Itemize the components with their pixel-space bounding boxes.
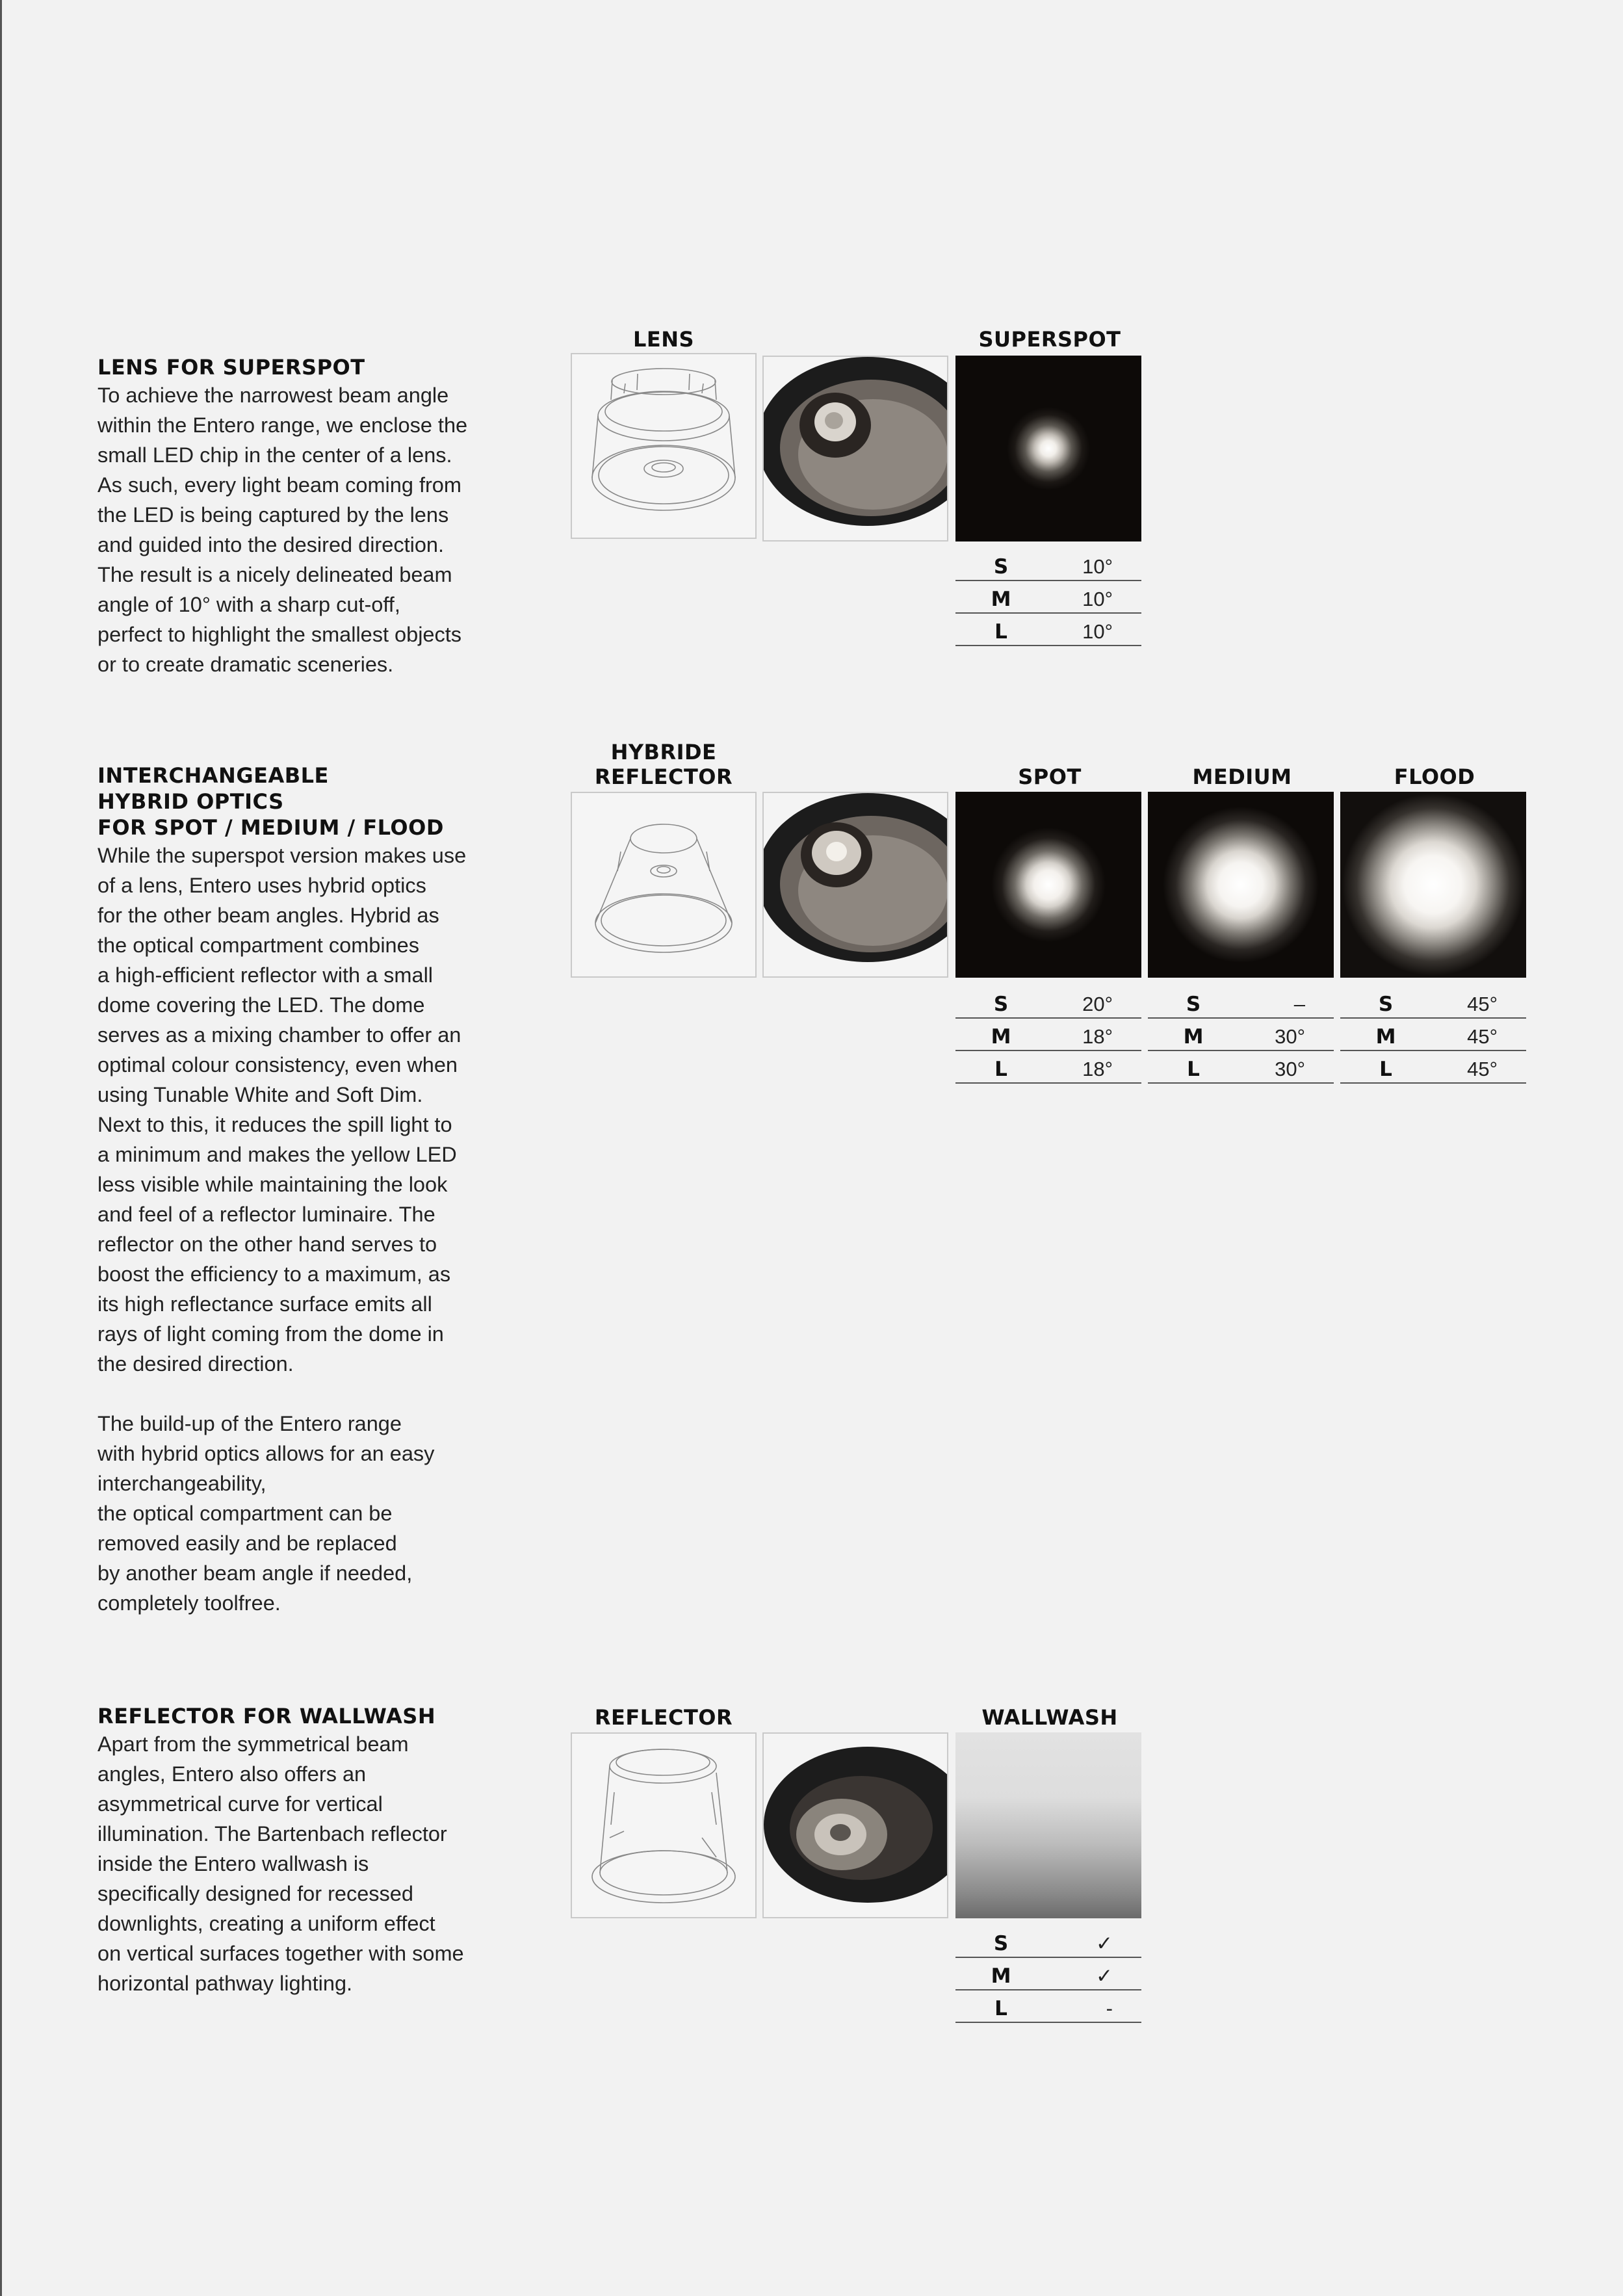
spec-size: S xyxy=(1148,986,1239,1018)
wallwash-beam-image xyxy=(955,1732,1141,1918)
spec-size: M xyxy=(1148,1018,1239,1050)
superspot-beam-image xyxy=(955,356,1141,541)
section-body: The build-up of the Entero range with hybrid optics allows for an easy interchangeability, the optical compartment can be removed easily and be replaced by another beam angle if needed, completely toolfree. xyxy=(97,1412,435,1615)
superspot-spec-table xyxy=(955,549,1141,646)
spec-size: L xyxy=(955,1050,1046,1083)
label-line: REFLECTOR xyxy=(594,764,733,789)
spec-row xyxy=(955,613,1141,646)
spec-value: 10° xyxy=(1046,581,1141,613)
spec-row xyxy=(1340,986,1526,1018)
section-heading: LENS FOR SUPERSPOT xyxy=(97,355,365,380)
section-body: To achieve the narrowest beam angle within the Entero range, we enclose the small LED chip in the center of a lens. As such, every light beam coming from the LED is being captured by the lens and guided into the desired direction. The result is a nicely delineated beam angle of 10° with a sharp cut-off, perfect to highlight the smallest objects or to create dramatic sceneries. xyxy=(97,384,468,676)
section-heading: INTERCHANGEABLE HYBRID OPTICS FOR SPOT / MEDIUM / FLOOD xyxy=(97,763,444,840)
spec-value: 10° xyxy=(1046,549,1141,581)
spec-value: - xyxy=(1046,1990,1141,2022)
spec-row xyxy=(1340,1018,1526,1050)
wallwash-reflector-drawing-icon xyxy=(571,1732,757,1918)
lens-column-label: LENS xyxy=(632,327,695,352)
superspot-column-label: SUPERSPOT xyxy=(978,327,1121,352)
flood-spec-table xyxy=(1340,986,1526,1084)
spec-size: L xyxy=(1340,1050,1431,1083)
section-body: While the superspot version makes use of a lens, Entero uses hybrid optics for the other beam angles. Hybrid as the optical compartment combines a high-efficient reflector with a small dome covering the LED. The dome serves as a mixing chamber to offer an optimal colour consistency, even when using Tunable White and Soft Dim. Next to this, it reduces the spill light to a minimum and makes the yellow LED less visible while maintaining the look and feel of a reflector luminaire. The reflector on the other hand serves to boost the efficiency to a maximum, as its high reflectance surface emits all rays of light coming from the dome in the desired direction. xyxy=(97,844,467,1376)
spec-value: 45° xyxy=(1431,1018,1526,1050)
spec-size: S xyxy=(955,549,1046,581)
spot-beam-image xyxy=(955,792,1141,978)
wallwash-section-text xyxy=(97,1703,487,1998)
section-heading: REFLECTOR FOR WALLWASH xyxy=(97,1704,436,1729)
spec-size: M xyxy=(955,1957,1046,1990)
medium-column-label: MEDIUM xyxy=(1192,764,1292,789)
flood-beam-image xyxy=(1340,792,1526,978)
spec-value: – xyxy=(1239,986,1334,1018)
medium-beam-image xyxy=(1148,792,1334,978)
spec-value: 30° xyxy=(1239,1018,1334,1050)
downlight-photo-icon xyxy=(762,356,948,541)
spec-row xyxy=(955,1050,1141,1083)
spec-row xyxy=(1148,1050,1334,1083)
spec-size: S xyxy=(1340,986,1431,1018)
spec-size: S xyxy=(955,1925,1046,1957)
spec-size: M xyxy=(955,581,1046,613)
spec-value: 10° xyxy=(1046,613,1141,646)
wallwash-column-label: WALLWASH xyxy=(981,1705,1118,1730)
spec-row xyxy=(1148,1018,1334,1050)
spot-column-label: SPOT xyxy=(1018,764,1082,789)
spec-value: 18° xyxy=(1046,1018,1141,1050)
page-edge-line xyxy=(0,0,2,2296)
hybrid-section-text xyxy=(97,763,487,1618)
lens-section-text xyxy=(97,354,487,679)
wallwash-spec-table xyxy=(955,1925,1141,2023)
spec-row xyxy=(955,1957,1141,1990)
spec-row xyxy=(955,1990,1141,2022)
spec-row xyxy=(955,986,1141,1018)
spec-value: ✓ xyxy=(1046,1925,1141,1957)
spec-row xyxy=(955,1925,1141,1957)
label-line: HYBRIDE xyxy=(610,740,717,764)
section-body: Apart from the symmetrical beam angles, Entero also offers an asymmetrical curve for vertical illumination. The Bartenbach reflector inside the Entero wallwash is specifically designed for recessed downlights, creating a uniform effect on vertical surfaces together with some horizontal pathway lighting. xyxy=(97,1732,464,1995)
hybrid-reflector-column-label xyxy=(569,740,758,789)
hybrid-reflector-drawing-icon xyxy=(571,792,757,978)
spec-value: 45° xyxy=(1431,1050,1526,1083)
spec-value: 30° xyxy=(1239,1050,1334,1083)
medium-spec-table xyxy=(1148,986,1334,1084)
spec-value: ✓ xyxy=(1046,1957,1141,1990)
spec-row xyxy=(1148,986,1334,1018)
spec-value: 45° xyxy=(1431,986,1526,1018)
spec-value: 20° xyxy=(1046,986,1141,1018)
spec-size: L xyxy=(955,1990,1046,2022)
spec-size: L xyxy=(1148,1050,1239,1083)
spec-size: L xyxy=(955,613,1046,646)
spec-row xyxy=(955,581,1141,613)
spec-row xyxy=(955,1018,1141,1050)
spec-row xyxy=(955,549,1141,581)
reflector-column-label: REFLECTOR xyxy=(594,1705,733,1730)
flood-column-label: FLOOD xyxy=(1394,764,1475,789)
downlight-photo-icon xyxy=(762,792,948,978)
spec-size: M xyxy=(955,1018,1046,1050)
spot-spec-table xyxy=(955,986,1141,1084)
lens-drawing-icon xyxy=(571,353,757,539)
spec-row xyxy=(1340,1050,1526,1083)
spec-value: 18° xyxy=(1046,1050,1141,1083)
spec-size: S xyxy=(955,986,1046,1018)
spec-size: M xyxy=(1340,1018,1431,1050)
downlight-photo-icon xyxy=(762,1732,948,1918)
